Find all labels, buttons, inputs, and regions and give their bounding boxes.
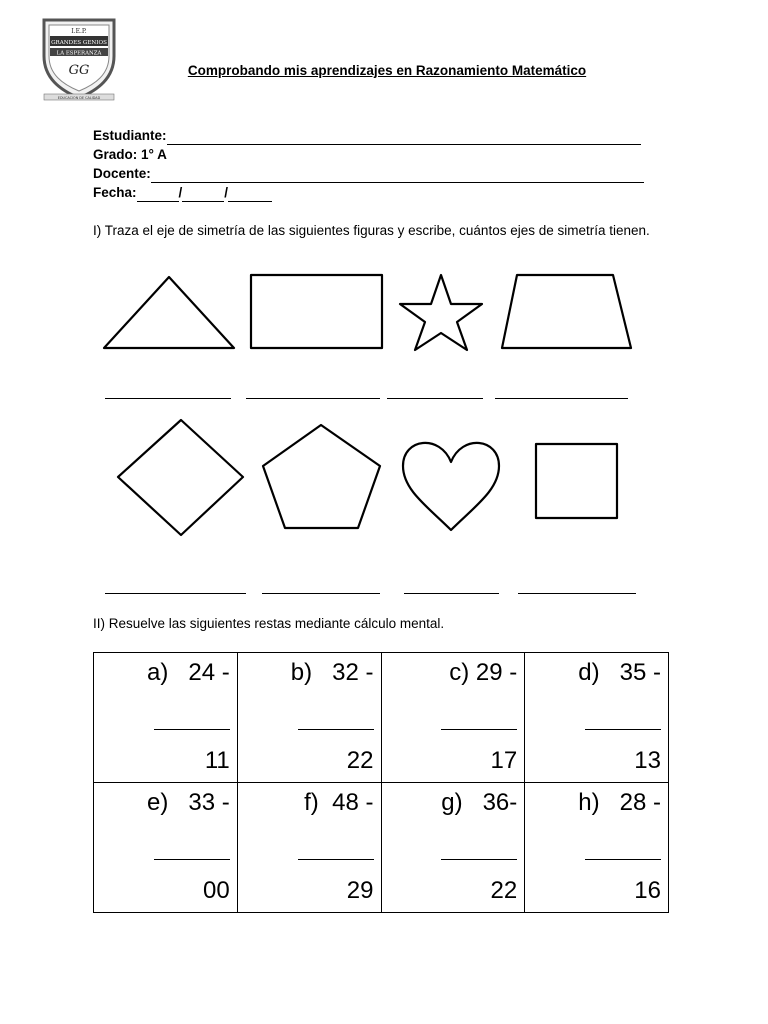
date-separator: / [224, 185, 229, 200]
answer-line-5[interactable] [105, 593, 246, 594]
answer-line-2[interactable] [246, 398, 380, 399]
date-year-field[interactable] [228, 187, 272, 202]
subtraction-cell[interactable] [237, 653, 381, 783]
answer-line[interactable] [585, 859, 661, 860]
answer-line[interactable] [298, 859, 374, 860]
answer-line[interactable] [154, 729, 230, 730]
subtraction-cell[interactable] [525, 783, 669, 913]
answer-line-7[interactable] [404, 593, 499, 594]
teacher-label: Docente: [93, 166, 151, 181]
rhombus-icon [118, 420, 243, 535]
date-separator: / [178, 185, 183, 200]
date-row [93, 183, 644, 202]
logo-top-text: I.E.P. [71, 28, 87, 35]
subtrahend: 16 [634, 877, 661, 904]
square-icon [536, 444, 617, 518]
answer-line[interactable] [441, 729, 517, 730]
star-icon [400, 275, 482, 350]
minuend: f) 48 - [304, 789, 374, 816]
answer-line-1[interactable] [105, 398, 231, 399]
logo-subtitle: LA ESPERANZA [56, 50, 102, 57]
minuend: b) 32 - [290, 659, 374, 686]
subtrahend: 22 [490, 877, 518, 904]
rectangle-icon [251, 275, 382, 348]
school-logo [40, 16, 118, 102]
subtraction-cell[interactable] [381, 653, 525, 783]
grade-row [93, 145, 644, 164]
answer-line[interactable] [585, 729, 661, 730]
minuend: g) 36- [441, 789, 518, 816]
minuend: a) 24 - [147, 659, 230, 686]
subtrahend: 11 [204, 747, 230, 774]
date-day-field[interactable] [137, 187, 179, 202]
subtraction-cell[interactable] [237, 783, 381, 913]
teacher-field[interactable] [151, 168, 644, 183]
logo-monogram: GG [68, 63, 90, 78]
answer-line-4[interactable] [495, 398, 628, 399]
subtraction-cell[interactable] [94, 783, 238, 913]
teacher-row [93, 164, 644, 183]
student-row [93, 126, 644, 145]
answer-line[interactable] [154, 859, 230, 860]
answer-line-8[interactable] [518, 593, 636, 594]
minuend: d) 35 - [578, 659, 661, 686]
triangle-icon [104, 277, 234, 348]
logo-name: GRANDES GENIOS [51, 40, 107, 46]
answer-line-3[interactable] [387, 398, 483, 399]
grade-label: Grado: 1° A [93, 147, 167, 162]
subtrahend: 29 [346, 877, 374, 904]
date-month-field[interactable] [182, 187, 224, 202]
section1-instruction: I) Traza el eje de simetría de las siguientes figuras y escribe, cuántos ejes de simetría tienen. [93, 223, 650, 238]
subtraction-cell[interactable] [381, 783, 525, 913]
heart-icon [403, 443, 499, 530]
answer-line-6[interactable] [262, 593, 380, 594]
answer-line[interactable] [441, 859, 517, 860]
student-label: Estudiante: [93, 128, 167, 143]
subtrahend: 00 [203, 877, 230, 904]
subtraction-table [93, 652, 669, 913]
minuend: h) 28 - [578, 789, 661, 816]
subtrahend: 22 [346, 747, 374, 774]
student-field[interactable] [167, 130, 641, 145]
subtraction-cell[interactable] [94, 653, 238, 783]
subtrahend: 17 [490, 747, 518, 774]
worksheet-title: Comprobando mis aprendizajes en Razonamiento Matemático [187, 63, 587, 78]
pentagon-icon [263, 425, 380, 528]
logo-banner: EDUCACION DE CALIDAD [57, 95, 101, 100]
subtrahend: 13 [634, 747, 661, 774]
section2-instruction: II) Resuelve las siguientes restas mediante cálculo mental. [93, 616, 445, 631]
minuend: e) 33 - [147, 789, 230, 816]
trapezoid-icon [502, 275, 631, 348]
table-row [94, 653, 669, 783]
date-label: Fecha: [93, 185, 137, 200]
minuend: c) 29 - [449, 659, 518, 686]
answer-line[interactable] [298, 729, 374, 730]
student-info [93, 126, 644, 202]
subtraction-cell[interactable] [525, 653, 669, 783]
table-row [94, 783, 669, 913]
